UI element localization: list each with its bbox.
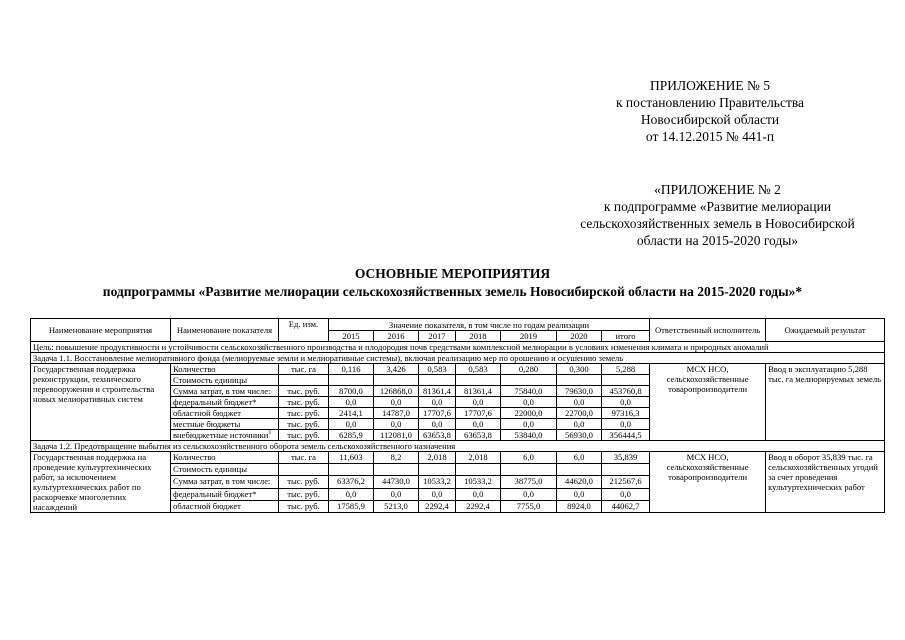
appendix-5-line3: от 14.12.2015 № 441-п [645,129,775,144]
block2-result: Ввод в оборот 35,839 тыс. га сельскохозяйственных угодий за счет проведения культуртехнических работ [766,452,885,513]
table-cell: 81361,4 [456,386,501,397]
table-cell: 8700,0 [329,386,374,397]
appendix-2-block [545,181,890,249]
table-cell: 0,0 [456,419,501,430]
appendix-5-line1: к постановлению Правительства [615,95,805,110]
table-cell [329,375,374,386]
block1-indicator: Сумма затрат, в том числе: [171,386,279,397]
task-1-row: Задача 1.1. Восстановление мелиоративного фонда (мелиоруемые земли и мелиоративные системы), включая реализацию мер по орошению и осушению земель [31,353,885,364]
table-cell: 7755,0 [501,500,557,512]
block2-indicator: областной бюджет [171,500,279,512]
table-cell: 17707,6 [419,408,456,419]
table-cell: 10533,2 [419,476,456,488]
block1-indicator [171,430,279,441]
table-cell: 0,0 [374,488,419,500]
block1-unit: тыс. руб. [279,430,329,441]
block2-indicator: федеральный бюджет* [171,488,279,500]
appendix-2-line2: сельскохозяйственных земель в Новосибирской [580,216,855,231]
table-cell: 0,0 [419,488,456,500]
table-cell: 126868,0 [374,386,419,397]
block1-result: Ввод в эксплуатацию 5,288 тыс. га мелиорируемых земель [766,364,885,441]
table-cell: 53840,0 [501,430,557,441]
appendix-2-line1: к подпрограмме «Развитие мелиорации [603,199,832,214]
table-cell: 0,300 [557,364,602,375]
table-cell: 2414,1 [329,408,374,419]
footnote-mark: 1 [268,430,272,437]
header-year-2020: 2020 [557,331,602,342]
table-cell: 10533,2 [456,476,501,488]
table-cell: 17707,6 [456,408,501,419]
table-cell: 0,0 [557,397,602,408]
table-cell: 0,583 [419,364,456,375]
block2-indicator: Стоимость единицы [171,464,279,476]
table-cell: 63653,8 [456,430,501,441]
table-cell: 8,2 [374,452,419,464]
table-cell: 6,0 [501,452,557,464]
table-cell: 0,0 [456,488,501,500]
block2-indicator: Сумма затрат, в том числе: [171,476,279,488]
table-cell: 2292,4 [419,500,456,512]
table-cell: 0,0 [501,488,557,500]
table-cell: 2,018 [456,452,501,464]
table-cell: 2292,4 [456,500,501,512]
table-cell: 35,839 [602,452,650,464]
header-year-2015: 2015 [329,331,374,342]
table-cell: 453760,8 [602,386,650,397]
header-executor: Ответственный исполнитель [650,319,766,342]
table-cell [501,464,557,476]
table-cell: 81361,4 [419,386,456,397]
table-cell [456,464,501,476]
table-cell: 0,0 [602,397,650,408]
header-indicator: Наименование показателя [171,319,279,342]
table-cell: 112081,0 [374,430,419,441]
measures-table [30,318,885,513]
block1-indicator: федеральный бюджет* [171,397,279,408]
goal-row: Цель: повышение продуктивности и устойчивости сельскохозяйственного производства и плодородия почв средствами комплексной мелиорации в условиях изменения климата и природных аномалий [31,342,885,353]
table-cell: 38775,0 [501,476,557,488]
table-cell: 14787,0 [374,408,419,419]
table-cell [456,375,501,386]
table-cell: 0,0 [419,419,456,430]
table-cell: 56930,0 [557,430,602,441]
appendix-5-title: ПРИЛОЖЕНИЕ № 5 [649,78,771,93]
table-cell [501,375,557,386]
appendix-2-title: «ПРИЛОЖЕНИЕ № 2 [654,182,781,197]
block1-measure: Государственная поддержка реконструкции, технического перевооружения и строительства новых мелиоративных систем [31,364,171,441]
table-cell: 0,0 [374,419,419,430]
header-year-2016: 2016 [374,331,419,342]
block1-indicator: Количество [171,364,279,375]
indicator-text: внебюджетные источники [173,430,269,440]
table-cell [374,464,419,476]
document-title: ОСНОВНЫЕ МЕРОПРИЯТИЯ [354,266,551,281]
header-year-2019: 2019 [501,331,557,342]
table-cell: 79630,0 [557,386,602,397]
table-cell: 0,280 [501,364,557,375]
header-unit: Ед. изм. [279,319,329,342]
table-cell: 6285,9 [329,430,374,441]
block1-indicator: областной бюджет [171,408,279,419]
table-cell: 11,603 [329,452,374,464]
table-cell: 63653,8 [419,430,456,441]
table-cell: 0,583 [456,364,501,375]
table-cell: 3,426 [374,364,419,375]
table-cell: 6,0 [557,452,602,464]
block2-unit: тыс. руб. [279,476,329,488]
block1-unit [279,375,329,386]
table-cell: 0,0 [456,397,501,408]
header-year-2018: 2018 [456,331,501,342]
block2-measure: Государственная поддержка на проведение культуртехнических работ, за исключением культуртехнических работ по раскорчевке многолетних насаждений [31,452,171,513]
table-cell: 5213,0 [374,500,419,512]
table-cell: 75840,0 [501,386,557,397]
table-cell: 44620,0 [557,476,602,488]
table-cell [602,464,650,476]
block1-unit: тыс. га [279,364,329,375]
table-cell [374,375,419,386]
table-cell [602,375,650,386]
table-cell: 0,0 [501,419,557,430]
table-cell: 0,0 [329,419,374,430]
table-cell: 356444,5 [602,430,650,441]
table-cell [557,464,602,476]
table-cell: 97316,3 [602,408,650,419]
block2-unit: тыс. руб. [279,500,329,512]
table-cell: 0,116 [329,364,374,375]
table-cell: 63376,2 [329,476,374,488]
table-cell: 44730,0 [374,476,419,488]
table-cell: 0,0 [557,488,602,500]
block2-unit: тыс. га [279,452,329,464]
block1-indicator: местные бюджеты [171,419,279,430]
block2-indicator: Количество [171,452,279,464]
table-cell: 0,0 [329,488,374,500]
header-values: Значение показателя, в том числе по годам реализации [329,319,650,331]
document-subtitle: подпрограммы «Развитие мелиорации сельскохозяйственных земель Новосибирской области на 2015-2020 годы»* [102,284,803,299]
table-cell [329,464,374,476]
header-measure: Наименование мероприятия [31,319,171,342]
table-cell: 0,0 [374,397,419,408]
block1-unit: тыс. руб. [279,419,329,430]
block2-unit [279,464,329,476]
block2-executor: МСХ НСО, сельскохозяйственные товаропроизводители [650,452,766,513]
table-cell: 22700,0 [557,408,602,419]
table-cell: 0,0 [329,397,374,408]
appendix-5-block [560,77,860,145]
table-cell: 212567,6 [602,476,650,488]
header-year-2017: 2017 [419,331,456,342]
task-2-row: Задача 1.2. Предотвращение выбытия из сельскохозяйственного оборота земель сельскохозяйственного назначения [31,441,885,452]
table-cell [419,375,456,386]
table-cell: 2,018 [419,452,456,464]
block1-unit: тыс. руб. [279,408,329,419]
block1-unit: тыс. руб. [279,386,329,397]
table-cell: 0,0 [557,419,602,430]
block1-indicator: Стоимость единицы [171,375,279,386]
header-total: итого [602,331,650,342]
block1-executor: МСХ НСО, сельскохозяйственные товаропроизводители [650,364,766,441]
table-cell: 0,0 [602,488,650,500]
table-cell: 5,288 [602,364,650,375]
appendix-5-line2: Новосибирской области [640,112,780,127]
table-cell: 44062,7 [602,500,650,512]
block1-unit: тыс. руб. [279,397,329,408]
table-cell: 0,0 [602,419,650,430]
table-cell [419,464,456,476]
table-cell [557,375,602,386]
block2-unit: тыс. руб. [279,488,329,500]
table-cell: 22000,0 [501,408,557,419]
table-cell: 17585,9 [329,500,374,512]
table-cell: 0,0 [419,397,456,408]
table-cell: 8924,0 [557,500,602,512]
table-cell: 0,0 [501,397,557,408]
header-result: Ожидаемый результат [766,319,885,342]
appendix-2-line3: области на 2015-2020 годы» [636,233,799,248]
